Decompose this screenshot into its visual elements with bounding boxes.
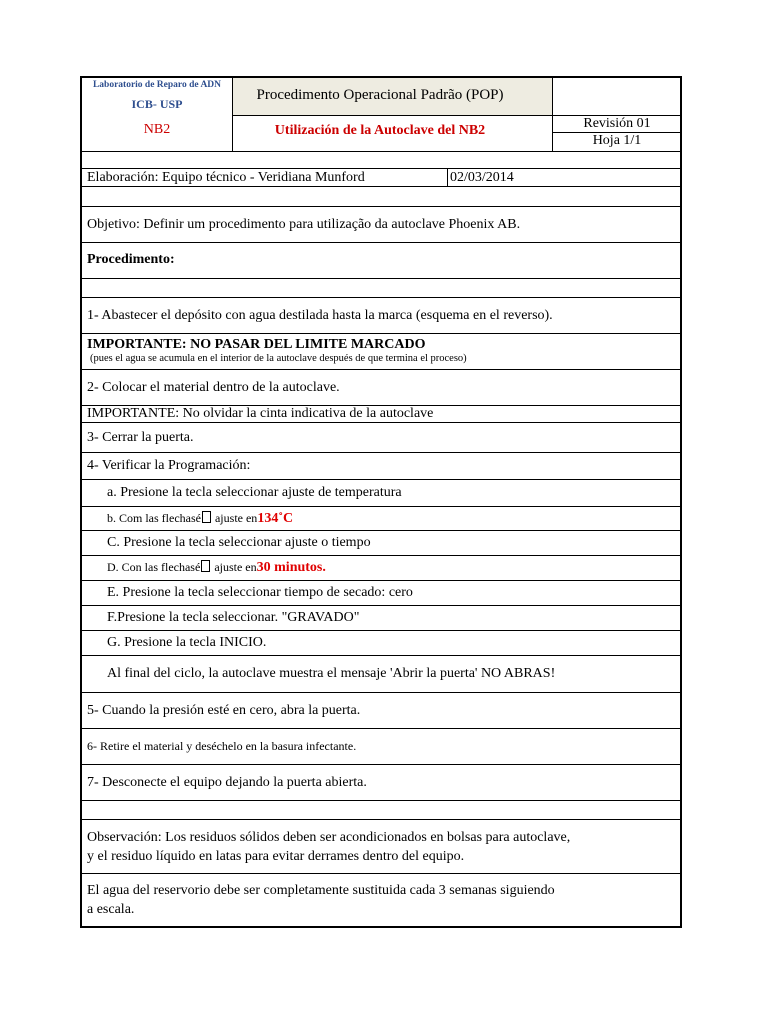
institution-name: ICB- USP — [131, 97, 183, 111]
step-2: 2- Colocar el material dentro de la autoclave. — [87, 379, 340, 395]
step-4f: F.Presione la tecla seleccionar. "GRAVADO" — [107, 610, 360, 625]
step-4-row — [82, 453, 680, 480]
end-cycle-row — [82, 656, 680, 693]
step-4b-value: 134˚C — [257, 510, 294, 526]
step-3-row — [82, 423, 680, 453]
revision-label: Revisión 01 — [583, 116, 651, 131]
step-5: 5- Cuando la presión esté en cero, abra la puerta. — [87, 702, 361, 718]
step-7-row — [82, 765, 680, 801]
step-3: 3- Cerrar la puerta. — [87, 429, 194, 445]
doc-title: Utilización de la Autoclave del NB2 — [274, 123, 486, 138]
elaboration-row — [82, 169, 680, 187]
spacer-row — [82, 187, 680, 207]
procedure-heading-row — [82, 243, 680, 279]
step-4b-mid: ajuste en — [211, 510, 258, 525]
step-4g: G. Presione la tecla INICIO. — [107, 635, 267, 650]
spacer-row — [82, 279, 680, 298]
step-4f-row — [82, 606, 680, 631]
step-4e-row — [82, 581, 680, 606]
objective-text: Objetivo: Definir um procedimento para utilização da autoclave Phoenix AB. — [87, 216, 521, 232]
page-label: Hoja 1/1 — [592, 133, 642, 148]
procedure-heading: Procedimento: — [87, 251, 175, 267]
reservoir-line-1: El agua del reservorio debe ser completamente sustituida cada 3 semanas siguiendo — [87, 883, 555, 898]
reservoir-row — [82, 874, 680, 926]
step-6-row — [82, 729, 680, 765]
spacer-row — [82, 801, 680, 820]
important-1-title: IMPORTANTE: NO PASAR DEL LIMITE MARCADO — [87, 337, 426, 352]
step-4d-prefix: D. Con las flechasé — [107, 560, 201, 574]
pop-document — [80, 76, 682, 928]
step-2-row — [82, 370, 680, 406]
step-4c-row — [82, 531, 680, 556]
step-4a-row — [82, 480, 680, 507]
step-5-row — [82, 693, 680, 729]
observation-row — [82, 820, 680, 874]
step-4d-row — [82, 556, 680, 581]
step-4a: a. Presione la tecla seleccionar ajuste de temperatura — [107, 485, 402, 500]
important-2-row — [82, 406, 680, 423]
step-4b-prefix: b. Com las flechasé — [107, 510, 201, 525]
step-4d-mid: ajuste en — [211, 560, 257, 574]
step-4g-row — [82, 631, 680, 656]
important-1-row — [82, 334, 680, 370]
lab-code: NB2 — [143, 122, 171, 137]
elaboration-date: 02/03/2014 — [450, 169, 514, 185]
step-4d — [82, 560, 326, 576]
objective-row — [82, 207, 680, 243]
step-4b — [82, 511, 293, 527]
doc-type: Procedimento Operacional Padrão (POP) — [256, 87, 504, 103]
step-7: 7- Desconecte el equipo dejando la puerta abierta. — [87, 774, 367, 790]
step-4d-value: 30 minutos. — [256, 560, 326, 575]
box-glyph-icon — [201, 560, 210, 572]
step-4c: C. Presione la tecla seleccionar ajuste o tiempo — [107, 535, 371, 550]
important-1-note: (pues el agua se acumula en el interior de la autoclave después de que termina el proceso) — [90, 353, 467, 364]
step-6: 6- Retire el material y deséchelo en la basura infectante. — [87, 739, 357, 753]
step-1: 1- Abastecer el depósito con agua destilada hasta la marca (esquema en el reverso). — [87, 307, 553, 323]
observation-line-1: Observación: Los residuos sólidos deben ser acondicionados en bolsas para autoclave, — [87, 829, 571, 845]
step-4e: E. Presione la tecla seleccionar tiempo de secado: cero — [107, 585, 413, 600]
spacer-row — [82, 152, 680, 169]
box-glyph-icon — [202, 511, 211, 523]
elaboration-label: Elaboración: Equipo técnico - Veridiana Munford — [87, 169, 365, 185]
reservoir-line-2: a escala. — [87, 902, 135, 917]
important-2: IMPORTANTE: No olvidar la cinta indicativa de la autoclave — [87, 406, 434, 421]
step-1-row — [82, 298, 680, 334]
header-bottom-line — [82, 78, 680, 152]
step-4b-row — [82, 507, 680, 531]
observation-line-2: y el residuo líquido en latas para evitar derrames dentro del equipo. — [87, 848, 465, 864]
step-4: 4- Verificar la Programación: — [87, 458, 251, 473]
elaboration-divider — [447, 169, 448, 186]
lab-name: Laboratorio de Reparo de ADN — [92, 80, 222, 90]
end-cycle-note: Al final del ciclo, la autoclave muestra el mensaje 'Abrir la puerta' NO ABRAS! — [107, 666, 556, 681]
